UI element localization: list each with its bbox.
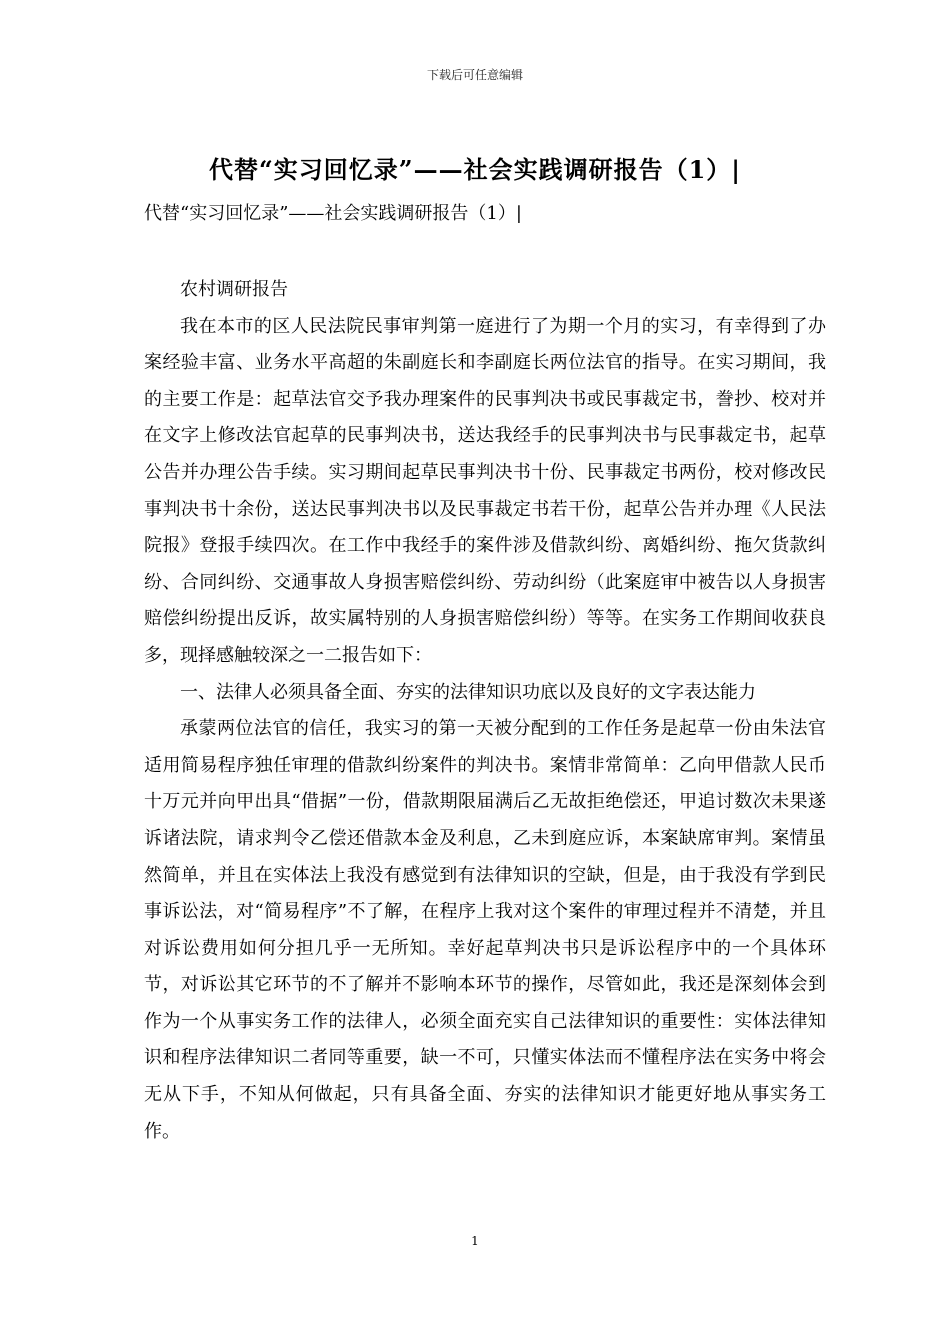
document-subtitle: 代替“实习回忆录”——社会实践调研报告（1）|: [144, 203, 522, 224]
page-number: 1: [471, 1234, 479, 1248]
body-paragraph-1: 我在本市的区人民法院民事审判第一庭进行了为期一个月的实习，有幸得到了办案经验丰富、业务水平高超的朱副庭长和李副庭长两位法官的指导。在实习期间，我的主要工作是：起草法官交予我办理案件的民事判决书或民事裁定书，誊抄、校对并在文字上修改法官起草的民事判决书，送达我经手的民事判决书与民事裁定书，起草公告并办理公告手续。实习期间起草民事判决书十份、民事裁定书两份，校对修改民事判决书十余份，送达民事判决书以及民事裁定书若干份，起草公告并办理《人民法院报》登报手续四次。在工作中我经手的案件涉及借款纠纷、离婚纠纷、拖欠货款纠纷、合同纠纷、交通事故人身损害赔偿纠纷、劳动纠纷（此案庭审中被告以人身损害赔偿纠纷提出反诉，故实属特别的人身损害赔偿纠纷）等等。在实务工作期间收获良多，现择感触较深之一二报告如下：: [144, 315, 826, 666]
header-note: 下载后可任意编辑: [426, 68, 523, 82]
document-title: 代替“实习回忆录”——社会实践调研报告（1）|: [208, 155, 742, 184]
document-body: [144, 272, 826, 1150]
section-heading: 农村调研报告: [180, 279, 288, 300]
body-paragraph-2: 一、法律人必须具备全面、夯实的法律知识功底以及良好的文字表达能力: [180, 681, 756, 703]
body-paragraph-3: 承蒙两位法官的信任，我实习的第一天被分配到的工作任务是起草一份由朱法官适用简易程序独任审理的借款纠纷案件的判决书。案情非常简单：乙向甲借款人民币十万元并向甲出具“借据”一份，借款期限届满后乙无故拒绝偿还，甲追讨数次未果遂诉诸法院，请求判令乙偿还借款本金及利息，乙未到庭应诉，本案缺席审判。案情虽然简单，并且在实体法上我没有感觉到有法律知识的空缺，但是，由于我没有学到民事诉讼法，对“简易程序”不了解，在程序上我对这个案件的审理过程并不清楚，并且对诉讼费用如何分担几乎一无所知。幸好起草判决书只是诉讼程序中的一个具体环节，对诉讼其它环节的不了解并不影响本环节的操作，尽管如此，我还是深刻体会到作为一个从事实务工作的法律人，必须全面充实自己法律知识的重要性：实体法律知识和程序法律知识二者同等重要，缺一不可，只懂实体法而不懂程序法在实务中将会无从下手，不知从何做起，只有具备全面、夯实的法律知识才能更好地从事实务工作。: [144, 718, 826, 1142]
